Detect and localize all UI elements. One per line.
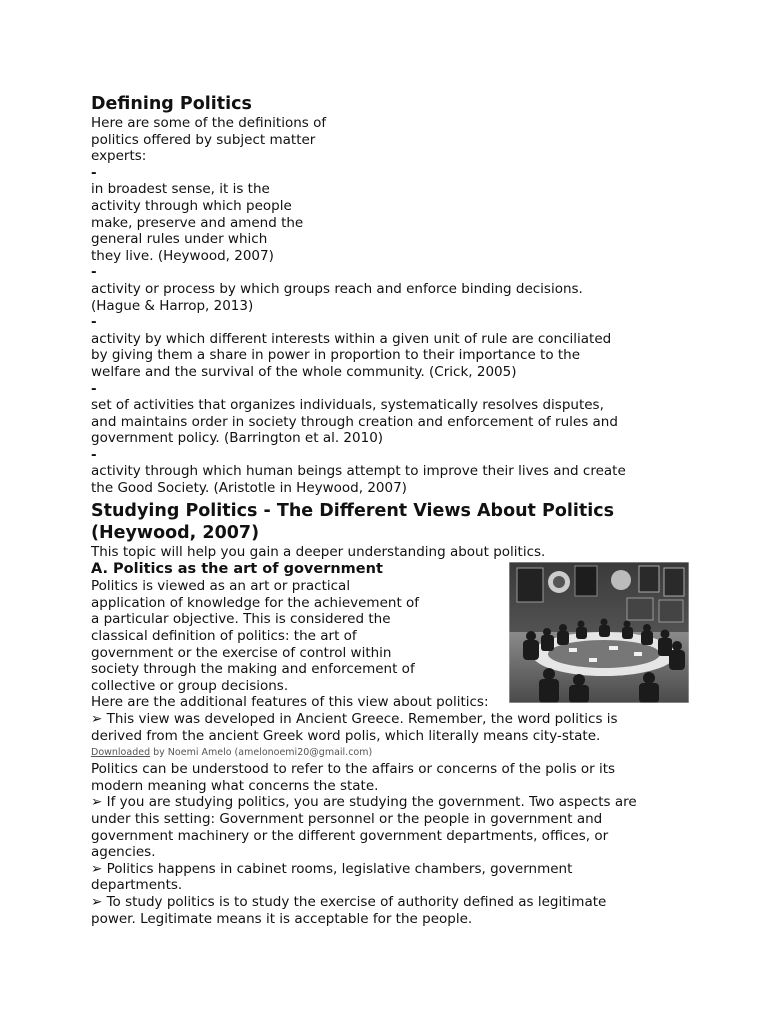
- bullet-marker: -: [91, 264, 97, 281]
- section-heading: Studying Politics - The Different Views About Politics (Heywood, 2007): [91, 500, 615, 543]
- definition-item: in broadest sense, it is the activity through which people make, preserve and amend the general rules under which they live. (Heywood, 2007): [91, 181, 304, 264]
- feature-point-1: ➢ This view was developed in Ancient Greece. Remember, the word politics is derived from the ancient Greek word polis, which literally means city-state.: [91, 711, 618, 744]
- definition-item: set of activities that organizes individuals, systematically resolves disputes, and maintains order in society through creation and enforcement of rules and government policy. (Barrington et al. 2010): [91, 397, 618, 447]
- download-notice: [91, 747, 691, 759]
- feature-point-1-continued: Politics can be understood to refer to the affairs or concerns of the polis or its modern meaning what concerns the state.: [91, 761, 616, 794]
- feature-point-3: ➢ Politics happens in cabinet rooms, legislative chambers, government departments.: [91, 860, 573, 894]
- cabinet-meeting-photo: [509, 562, 689, 703]
- download-owner: by Noemi Amelo (amelonoemi20@gmail.com): [150, 747, 373, 759]
- document-page: [91, 93, 691, 927]
- bullet-marker: -: [91, 380, 97, 397]
- intro-text: Here are some of the definitions of politics offered by subject matter experts:: [91, 115, 327, 165]
- page-title: Defining Politics: [91, 94, 252, 114]
- section-intro: This topic will help you gain a deeper understanding about politics.: [91, 543, 546, 560]
- definition-item: activity by which different interests within a given unit of rule are conciliated by giving them a share in power in proportion to their importance to the welfare and the survival of the whole community. (Crick, 2005): [91, 330, 612, 380]
- definition-item: activity through which human beings attempt to improve their lives and create the Good Society. (Aristotle in Heywood, 2007): [91, 463, 626, 497]
- definition-item: activity or process by which groups reach and enforce binding decisions. (Hague & Harrop, 2013): [91, 280, 583, 314]
- download-link[interactable]: Downloaded: [91, 747, 151, 759]
- bullet-marker: -: [91, 314, 97, 331]
- subsection-heading: A. Politics as the art of government: [91, 561, 383, 578]
- subsection-body: Politics is viewed as an art or practical application of knowledge for the achievement of a particular objective. This is considered the classical definition of politics: the art of government or the exercise of control within society through the making and enforcement of collective or group decisions.: [91, 578, 420, 694]
- features-intro: Here are the additional features of this view about politics:: [91, 694, 489, 711]
- bullet-marker: -: [91, 446, 97, 463]
- feature-point-2: ➢ If you are studying politics, you are studying the government. Two aspects are under this setting: Government personnel or the people in government and government machinery or the different government departments, offices, or agencies.: [91, 794, 637, 861]
- bullet-marker: -: [91, 164, 97, 181]
- feature-point-4: ➢ To study politics is to study the exercise of authority defined as legitimate power. Legitimate means it is acceptable for the people.: [91, 893, 607, 927]
